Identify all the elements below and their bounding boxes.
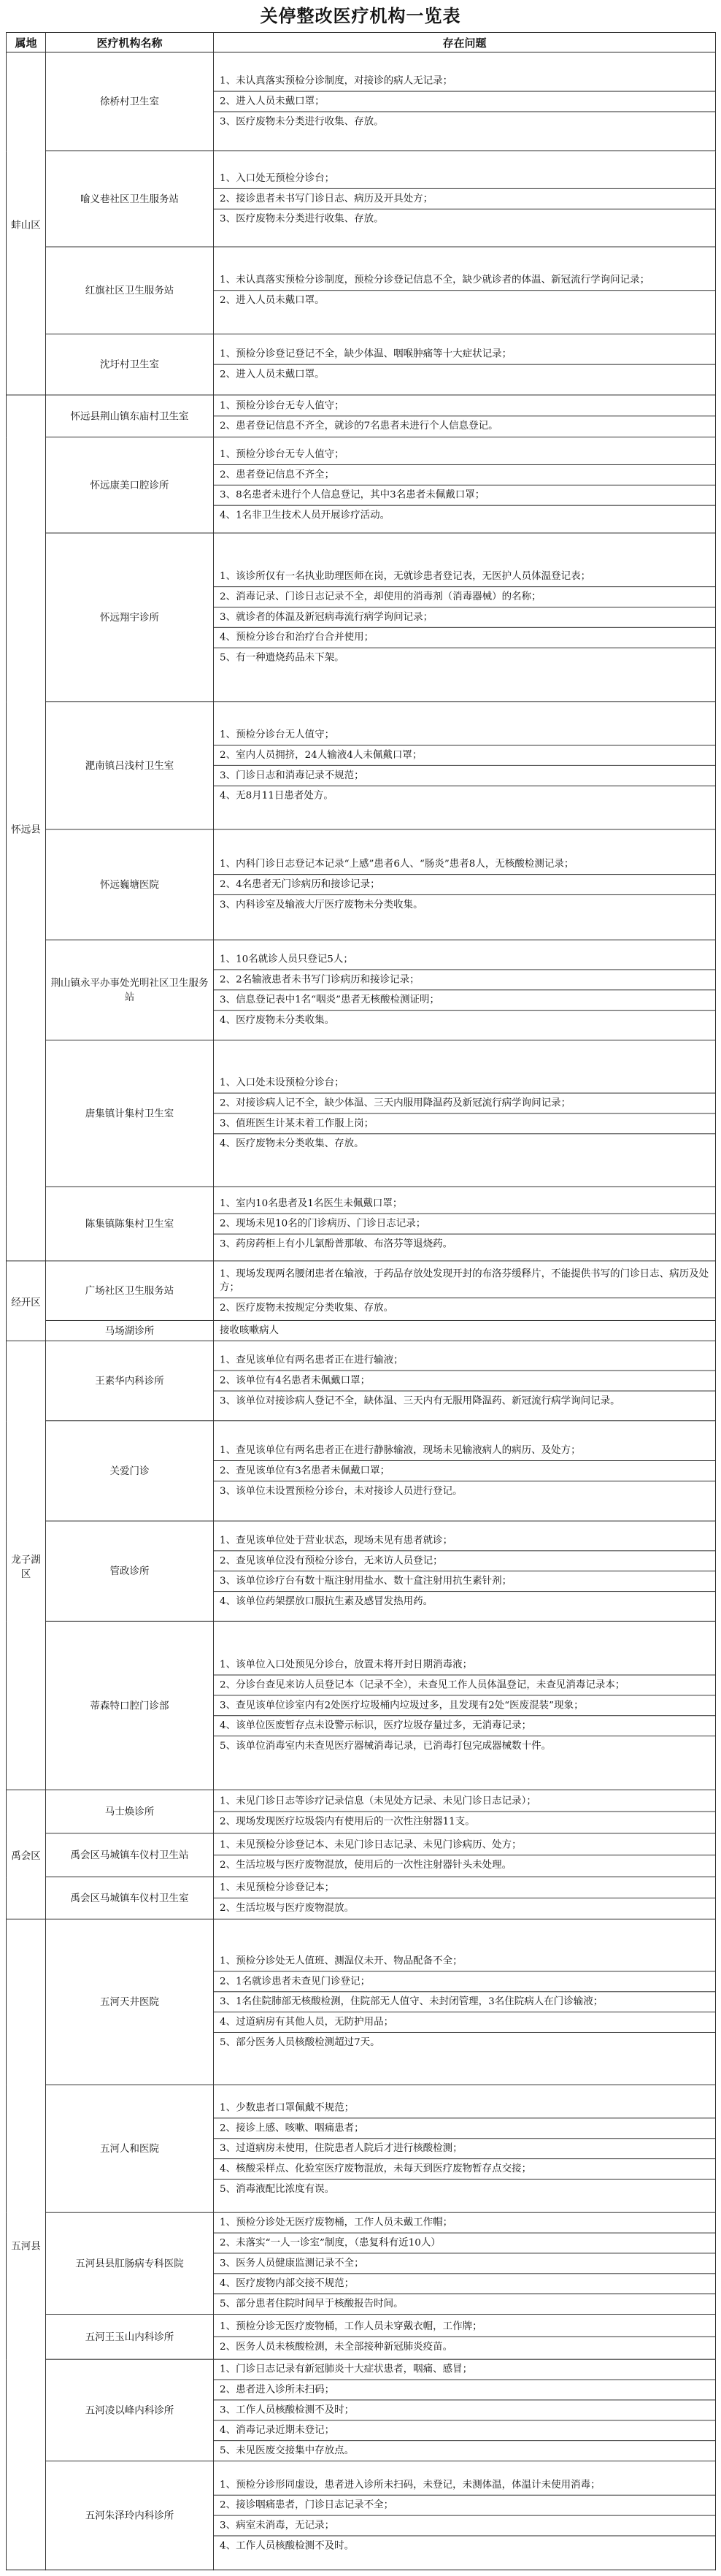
table-row xyxy=(7,247,716,334)
institution-name-cell: 唐集镇计集村卫生室 xyxy=(46,1040,214,1187)
institution-name-cell: 广场社区卫生服务站 xyxy=(46,1261,214,1321)
issue-item: 2、未落实“一人一诊室”制度，（患复科有近10人） xyxy=(214,2234,715,2254)
issues-cell xyxy=(214,702,716,829)
issue-item: 3、医疗废物未分类进行收集、存放。 xyxy=(220,115,384,128)
issues-cell xyxy=(214,437,716,533)
issues-cell xyxy=(214,1421,716,1521)
issues-cell xyxy=(214,1341,716,1420)
issue-item: 1、预检分诊形同虚设，患者进入诊所未扫码，未登记，未测体温，体温计未使用消毒； xyxy=(214,2475,715,2496)
issues-cell xyxy=(214,334,716,395)
issue-item: 4、过道病房有其他人员，无防护用品； xyxy=(214,2012,715,2033)
region-cell: 怀远县 xyxy=(7,395,46,1261)
issue-item: 1、预检分诊台无专人值守； xyxy=(214,396,715,416)
issue-item: 4、该单位医废暂存点未设警示标识，医疗垃圾存量过多，无消毒记录； xyxy=(214,1716,715,1736)
issue-item: 1、室内10名患者及1名医生未佩戴口罩； xyxy=(214,1194,715,1214)
issue-item: 4、1名非卫生技术人员开展诊疗活动。 xyxy=(220,509,390,521)
issue-item: 5、未见医废交接集中存放点。 xyxy=(220,2445,355,2457)
institution-name-cell: 王素华内科诊所 xyxy=(46,1341,214,1420)
issue-item: 2、生活垃圾与医疗废物混放，使用后的一次性注射器针头未处理。 xyxy=(220,1859,512,1871)
institution-name-cell: 蒂森特口腔门诊部 xyxy=(46,1621,214,1790)
issues-cell xyxy=(214,1833,716,1877)
issue-item: 5、消毒液配比浓度有误。 xyxy=(220,2182,335,2195)
table-row xyxy=(7,52,716,150)
issue-item: 5、该单位消毒室内未查见医疗器械消毒记录，已消毒打包完成器械数十件。 xyxy=(220,1740,552,1752)
issue-item: 2、患者进入诊所未扫码； xyxy=(214,2380,715,2401)
issue-item: 2、室内人员拥挤，24人输液4人未佩戴口罩； xyxy=(214,745,715,766)
issue-item: 4、无8月11日患者处方。 xyxy=(220,789,333,802)
issue-item: 1、10名就诊人员只登记5人； xyxy=(214,950,715,970)
institution-table xyxy=(6,32,716,2570)
issue-item: 1、未认真落实预检分诊制度，对接诊的病人无记录； xyxy=(214,72,715,92)
issue-item: 3、过道病房未使用，住院患者人院后才进行核酸检测； xyxy=(214,2139,715,2159)
institution-name-cell: 沈圩村卫生室 xyxy=(46,334,214,395)
institution-name-cell: 荆山镇永平办事处光明社区卫生服务站 xyxy=(46,940,214,1040)
table-row xyxy=(7,1187,716,1260)
issues-cell xyxy=(214,2315,716,2360)
issue-item: 3、查见该单位诊室内有2处医疗垃圾桶内垃圾过多，且发现有2处“医废混装”现象； xyxy=(214,1695,715,1716)
issue-item: 3、药房药柜上有小儿氯酚普那敏、布洛芬等退烧药。 xyxy=(220,1238,453,1250)
issue-item: 4、核酸采样点、化验室医疗废物混放，未每天到医疗废物暂存点交接； xyxy=(214,2159,715,2180)
issue-item: 5、部分患者住院时间早于核酸报告时间。 xyxy=(220,2298,404,2310)
table-row xyxy=(7,1621,716,1790)
table-row xyxy=(7,1341,716,1420)
issue-item: 1、查见该单位有两名患者正在进行输液； xyxy=(214,1351,715,1371)
issue-item: 4、医疗废物未分类收集。 xyxy=(220,1014,335,1027)
issue-item: 4、消毒记录近期未登记； xyxy=(214,2420,715,2441)
issue-item: 3、就诊者的体温及新冠病毒流行病学询问记录； xyxy=(214,607,715,628)
issues-cell xyxy=(214,1187,716,1260)
issue-item: 1、查见该单位处于营业状态，现场未见有患者就诊； xyxy=(214,1531,715,1552)
issue-item: 2、进入人员未戴口罩。 xyxy=(220,294,325,307)
region-cell: 蚌山区 xyxy=(7,52,46,395)
table-row xyxy=(7,151,716,247)
issue-item: 1、该单位入口处预见分诊台，放置未将开封日期消毒液； xyxy=(214,1655,715,1676)
issues-cell xyxy=(214,533,716,702)
institution-name-cell: 禹会区马城镇车仪村卫生站 xyxy=(46,1833,214,1877)
table-row xyxy=(7,940,716,1040)
issue-item: 2、接诊咽痛患者，门诊日志记录不全； xyxy=(214,2496,715,2516)
table-row xyxy=(7,1320,716,1341)
table-body xyxy=(7,52,716,2569)
table-row xyxy=(7,1877,716,1920)
table-row xyxy=(7,395,716,437)
issue-item: 2、医务人员未核酸检测，未全部接种新冠肺炎疫苗。 xyxy=(220,2340,453,2353)
issue-item: 1、内科门诊日志登记本记录“上感”患者6人、“肠炎”患者8人，无核酸检测记录； xyxy=(214,854,715,875)
institution-name-cell: 马士焕诊所 xyxy=(46,1790,214,1833)
institution-name-cell: 陈集镇陈集村卫生室 xyxy=(46,1187,214,1260)
issue-item: 1、预检分诊台无专人值守； xyxy=(214,445,715,465)
issue-item: 1、预检分诊台无人值守； xyxy=(214,725,715,745)
issue-item: 3、8名患者未进行个人信息登记，其中3名患者未佩戴口罩； xyxy=(214,486,715,506)
issue-item: 2、该单位有4名患者未佩戴口罩； xyxy=(214,1371,715,1392)
issues-cell xyxy=(214,151,716,247)
issues-cell xyxy=(214,52,716,150)
issue-item: 5、有一种遗烧药品未下架。 xyxy=(220,651,344,664)
table-row xyxy=(7,1521,716,1621)
institution-name-cell: 徐桥村卫生室 xyxy=(46,52,214,150)
issue-item: 1、未认真落实预检分诊制度，预检分诊登记信息不全，缺少就诊者的体温、新冠流行学询问记录； xyxy=(214,270,715,291)
issue-item: 2、对接诊病人记不全，缺少体温、三天内服用降温药及新冠流行病学询问记录； xyxy=(214,1094,715,1114)
institution-name-cell: 马场湖诊所 xyxy=(46,1320,214,1341)
issue-item: 3、该单位对接诊病人登记不全，缺体温、三天内有无服用降温药、新冠流行病学询问记录。 xyxy=(220,1395,620,1407)
table-row xyxy=(7,1919,716,2085)
issue-item: 4、医疗废物内部交接不规范； xyxy=(214,2274,715,2294)
institution-name-cell: 五河县县肛肠病专科医院 xyxy=(46,2212,214,2314)
region-cell: 经开区 xyxy=(7,1261,46,1341)
institution-name-cell: 五河人和医院 xyxy=(46,2085,214,2212)
issue-item: 2、分诊台查见来访人员登记本（记录不全），未查见工作人员体温登记，未查见消毒记录本； xyxy=(214,1675,715,1695)
issue-item: 2、患者登记信息不齐全，就诊的7名患者未进行个人信息登记。 xyxy=(220,420,498,432)
issues-cell xyxy=(214,2461,716,2569)
table-row xyxy=(7,437,716,533)
issues-cell xyxy=(214,1621,716,1790)
issues-cell xyxy=(214,1040,716,1187)
issue-item: 2、1名就诊患者未查见门诊登记； xyxy=(214,1971,715,1992)
issue-item: 2、查见该单位有3名患者未佩戴口罩； xyxy=(214,1461,715,1481)
institution-name-cell: 五河朱泽玲内科诊所 xyxy=(46,2461,214,2569)
issues-cell xyxy=(214,1320,716,1341)
institution-name-cell: 关爱门诊 xyxy=(46,1421,214,1521)
issues-cell xyxy=(214,1261,716,1321)
issue-item: 4、工作人员核酸检测不及时。 xyxy=(220,2539,355,2552)
issue-item: 2、进入人员未戴口罩； xyxy=(214,92,715,112)
issue-item: 3、该单位未设置预检分诊台，未对接诊人员进行登记。 xyxy=(220,1484,463,1497)
issue-item: 3、病室未消毒，无记录； xyxy=(214,2516,715,2537)
table-row xyxy=(7,2359,716,2461)
issue-item: 1、查见该单位有两名患者正在进行静脉输液，现场未见输液病人的病历、及处方； xyxy=(214,1441,715,1461)
table-row xyxy=(7,2315,716,2360)
institution-name-cell: 怀远县荆山镇东庙村卫生室 xyxy=(46,395,214,437)
issue-item: 2、现场未见10名的门诊病历、门诊日志记录； xyxy=(214,1214,715,1235)
institution-name-cell: 怀远翔宇诊所 xyxy=(46,533,214,702)
table-row xyxy=(7,702,716,829)
issue-item: 1、预检分诊处无医疗废物桶，工作人员未戴工作帽； xyxy=(214,2213,715,2234)
issue-item: 4、医疗废物未分类收集、存放。 xyxy=(220,1138,364,1150)
institution-name-cell: 红旗社区卫生服务站 xyxy=(46,247,214,334)
table-row xyxy=(7,1790,716,1833)
issue-item: 2、4名患者无门诊病历和接诊记录； xyxy=(214,875,715,895)
issue-item: 3、医疗废物未分类进行收集、存放。 xyxy=(220,212,384,225)
issue-item: 1、未见预检分诊登记本、未见门诊日志记录、未见门诊病历、处方； xyxy=(214,1835,715,1855)
issue-item: 1、入口处未设预检分诊台； xyxy=(214,1073,715,1094)
region-cell: 禹会区 xyxy=(7,1790,46,1919)
institution-name-cell: 喻义巷社区卫生服务站 xyxy=(46,151,214,247)
table-row xyxy=(7,1833,716,1877)
issue-item: 3、值班医生计某未着工作服上岗； xyxy=(214,1113,715,1134)
issue-item: 2、生活垃圾与医疗废物混放。 xyxy=(220,1901,355,1914)
issue-item: 1、未见门诊日志等诊疗记录信息（未见处方记录、未见门诊日志记录）； xyxy=(214,1792,715,1812)
region-cell: 五河县 xyxy=(7,1919,46,2569)
issue-item: 3、医务人员健康监测记录不全； xyxy=(214,2253,715,2274)
table-row xyxy=(7,829,716,940)
issue-item: 2、进入人员未戴口罩。 xyxy=(220,368,325,380)
issue-item: 1、预检分诊登记登记不全，缺少体温、咽喉肿痛等十大症状记录； xyxy=(214,345,715,365)
issues-cell xyxy=(214,1919,716,2085)
issues-cell xyxy=(214,395,716,437)
document-title: 关停整改医疗机构一览表 xyxy=(260,5,461,26)
table-row xyxy=(7,1261,716,1321)
issue-item: 3、门诊日志和消毒记录不规范； xyxy=(214,766,715,786)
issues-cell xyxy=(214,1521,716,1621)
issues-cell xyxy=(214,1790,716,1833)
issues-cell xyxy=(214,2085,716,2212)
issue-item: 2、查见该单位没有预检分诊台，无来访人员登记； xyxy=(214,1551,715,1571)
issue-item: 1、少数患者口罩佩戴不规范； xyxy=(214,2098,715,2119)
institution-name-cell: 怀远康美口腔诊所 xyxy=(46,437,214,533)
issues-cell xyxy=(214,829,716,940)
issue-item: 3、1名住院肺部无核酸检测，住院部无人值守、未封闭管理，3名住院病人在门诊输液； xyxy=(214,1992,715,2012)
issue-item: 1、现场发现两名腰闭患者在输液，于药品存放处发现开封的布洛芬缓释片，不能提供书写的门诊日志、病历及处方； xyxy=(214,1264,715,1298)
institution-name-cell: 五河天井医院 xyxy=(46,1919,214,2085)
table-row xyxy=(7,2461,716,2569)
issue-item: 3、内科诊室及输液大厅医疗废物未分类收集。 xyxy=(220,898,423,911)
issue-item: 1、未见预检分诊登记本； xyxy=(214,1878,715,1898)
issue-item: 3、工作人员核酸检测不及时； xyxy=(214,2400,715,2420)
table-row xyxy=(7,1040,716,1187)
issues-cell xyxy=(214,247,716,334)
issue-item: 1、入口处无预检分诊台； xyxy=(214,169,715,189)
institution-name-cell: 淝南镇吕浅村卫生室 xyxy=(46,702,214,829)
table-header-row xyxy=(7,32,716,52)
issues-cell xyxy=(214,940,716,1040)
issue-item: 2、2名输液患者未书写门诊病历和接诊记录； xyxy=(214,970,715,990)
issues-cell xyxy=(214,1877,716,1920)
issue-item: 2、医疗废物未按规定分类收集、存放。 xyxy=(220,1301,394,1314)
header-institution: 医疗机构名称 xyxy=(46,32,214,52)
issue-item: 2、消毒记录、门诊日志记录不全，却使用的消毒剂（消毒器械）的名称； xyxy=(214,587,715,607)
table-row xyxy=(7,1421,716,1521)
issue-item: 3、信息登记表中1名“咽炎”患者无核酸检测证明； xyxy=(214,990,715,1011)
issue-item: 接收咳嗽病人 xyxy=(220,1324,279,1336)
issue-item: 2、现场发现医疗垃圾袋内有使用后的一次性注射器11支。 xyxy=(220,1815,475,1828)
issue-item: 2、接诊患者未书写门诊日志、病历及开具处方； xyxy=(214,189,715,210)
issues-cell xyxy=(214,2359,716,2461)
issue-item: 2、接诊上感、咳嗽、咽痛患者； xyxy=(214,2118,715,2139)
table-row xyxy=(7,533,716,702)
issue-item: 1、预检分诊无医疗废物桶，工作人员未穿戴衣帽，工作牌； xyxy=(214,2317,715,2337)
issue-item: 1、该诊所仅有一名执业助理医师在岗，无就诊患者登记表，无医护人员体温登记表； xyxy=(214,567,715,587)
table-row xyxy=(7,334,716,395)
issues-cell xyxy=(214,2212,716,2314)
institution-name-cell: 管政诊所 xyxy=(46,1521,214,1621)
issue-item: 4、预检分诊台和治疗台合并使用； xyxy=(214,628,715,648)
issue-item: 2、患者登记信息不齐全； xyxy=(214,465,715,486)
institution-name-cell: 怀远巍塘医院 xyxy=(46,829,214,940)
table-row xyxy=(7,2212,716,2314)
header-region: 属地 xyxy=(7,32,46,52)
issue-item: 5、部分医务人员核酸检测超过7天。 xyxy=(220,2036,380,2048)
table-row xyxy=(7,2085,716,2212)
institution-name-cell: 禹会区马城镇车仪村卫生室 xyxy=(46,1877,214,1920)
issue-item: 1、门诊日志记录有新冠肺炎十大症状患者，咽痛、感冒； xyxy=(214,2360,715,2380)
issue-item: 3、该单位诊疗台有数十瓶注射用盐水、数十盒注射用抗生素针剂； xyxy=(214,1571,715,1592)
institution-name-cell: 五河王玉山内科诊所 xyxy=(46,2315,214,2360)
institution-name-cell: 五河凌以峰内科诊所 xyxy=(46,2359,214,2461)
region-cell: 龙子湖区 xyxy=(7,1341,46,1790)
issue-item: 4、该单位药架摆放口服抗生素及感冒发热用药。 xyxy=(220,1595,433,1607)
issue-item: 1、预检分诊处无人值班、测温仪未开、物品配备不全； xyxy=(214,1952,715,1972)
header-issues: 存在问题 xyxy=(214,32,716,52)
